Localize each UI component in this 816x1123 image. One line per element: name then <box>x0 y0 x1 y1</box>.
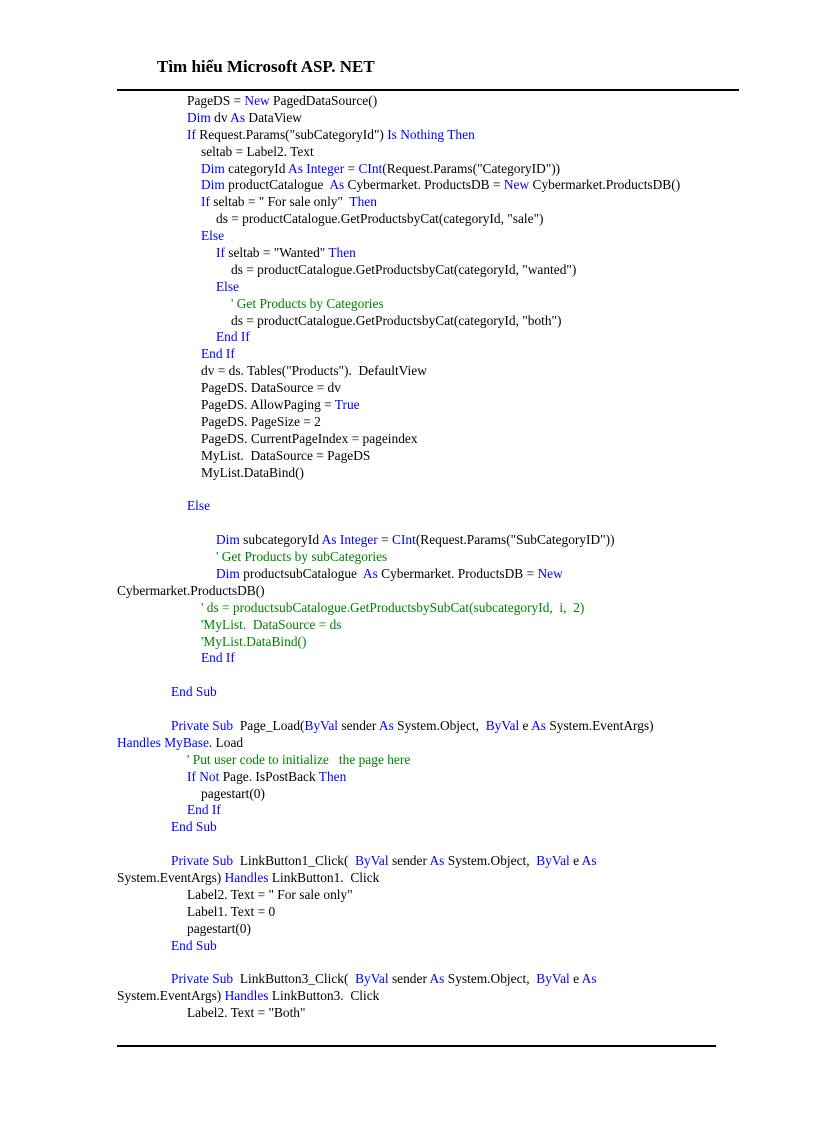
code-text: e <box>569 971 582 987</box>
code-text: System.EventArgs) <box>545 717 654 733</box>
code-line <box>0 752 816 769</box>
code-keyword: ByVal <box>485 717 520 733</box>
code-keyword: End If <box>216 329 250 345</box>
code-text: Page_Load( <box>233 717 305 733</box>
code-keyword: As Integer <box>288 160 345 176</box>
code-text: pagestart(0) <box>187 920 251 936</box>
code-text: Cybermarket.ProductsDB() <box>529 177 681 193</box>
code-keyword: Dim <box>187 109 211 125</box>
code-text: seltab = "Wanted" <box>224 245 329 261</box>
code-line <box>0 549 816 566</box>
code-keyword: New <box>503 177 530 193</box>
code-line <box>0 110 816 127</box>
code-text: Request.Params("subCategoryId") <box>195 126 388 142</box>
code-keyword: MyBase <box>164 734 209 750</box>
code-line <box>0 650 816 667</box>
code-comment: 'MyList.DataBind() <box>201 633 307 649</box>
code-line <box>0 904 816 921</box>
code-line <box>0 245 816 262</box>
code-text: PageDS. AllowPaging = <box>201 397 335 413</box>
code-keyword: Then <box>349 194 377 210</box>
code-line <box>0 211 816 228</box>
code-keyword: CInt <box>358 160 383 176</box>
code-keyword: If Not <box>187 768 220 784</box>
code-keyword: ByVal <box>304 717 339 733</box>
code-keyword: As <box>378 717 394 733</box>
code-text: productsubCatalogue <box>239 565 363 581</box>
code-text: System.EventArgs) <box>117 869 225 885</box>
code-line <box>0 819 816 836</box>
code-keyword: As <box>581 971 597 987</box>
code-text: System.EventArgs) <box>117 988 225 1004</box>
code-keyword: Dim <box>216 532 240 548</box>
code-line <box>0 701 816 718</box>
code-line <box>0 93 816 110</box>
code-text: LinkButton1. Click <box>268 869 380 885</box>
code-line <box>0 634 816 651</box>
code-comment: 'MyList. DataSource = ds <box>201 616 342 632</box>
code-line <box>0 954 816 971</box>
code-text: ds = productCatalogue.GetProductsbyCat(categoryId, "sale") <box>216 211 544 227</box>
code-line <box>0 532 816 549</box>
code-keyword: End Sub <box>171 937 217 953</box>
code-keyword: As <box>362 565 378 581</box>
code-keyword: Private Sub <box>171 971 234 987</box>
code-text: e <box>519 717 532 733</box>
code-comment: ' Put user code to initialize the page here <box>187 751 411 767</box>
code-line <box>0 971 816 988</box>
code-comment: ' Get Products by Categories <box>231 295 384 311</box>
code-keyword: Else <box>201 228 225 244</box>
code-line <box>0 262 816 279</box>
code-text: Page. IsPostBack <box>219 768 319 784</box>
code-text: ds = productCatalogue.GetProductsbyCat(categoryId, "both") <box>231 312 562 328</box>
code-keyword: Handles <box>224 869 269 885</box>
page-header-title: Tìm hiểu Microsoft ASP. NET <box>157 57 375 76</box>
code-keyword: If <box>201 194 210 210</box>
code-text: subcategoryId <box>239 532 322 548</box>
code-line <box>0 465 816 482</box>
code-keyword: Handles <box>224 988 269 1004</box>
code-line <box>0 887 816 904</box>
code-line <box>0 988 816 1005</box>
code-line <box>0 313 816 330</box>
footer-divider <box>117 1045 716 1047</box>
code-line <box>0 161 816 178</box>
code-text: LinkButton3. Click <box>268 988 380 1004</box>
code-line <box>0 380 816 397</box>
code-line <box>0 786 816 803</box>
code-keyword: Then <box>318 768 347 784</box>
code-line <box>0 735 816 752</box>
code-keyword: CInt <box>392 532 416 548</box>
code-line <box>0 617 816 634</box>
code-text: System.Object, <box>444 971 537 987</box>
code-text: DataView <box>245 109 302 125</box>
code-keyword: As <box>429 853 445 869</box>
code-keyword: True <box>334 397 360 413</box>
code-keyword: New <box>244 93 270 108</box>
code-text: dv <box>210 109 231 125</box>
code-line <box>0 718 816 735</box>
code-keyword: End If <box>201 650 235 666</box>
code-line <box>0 431 816 448</box>
code-text: seltab = Label2. Text <box>201 143 314 159</box>
code-line <box>0 583 816 600</box>
code-keyword: End If <box>187 802 221 818</box>
code-line <box>0 566 816 583</box>
code-text: Label2. Text = "Both" <box>187 1005 306 1021</box>
code-line <box>0 667 816 684</box>
code-keyword: End If <box>201 346 235 362</box>
code-text: Label2. Text = " For sale only" <box>187 886 353 902</box>
code-line <box>0 144 816 161</box>
code-keyword: As <box>581 853 597 869</box>
code-keyword: Else <box>187 498 211 514</box>
code-text: MyList. DataSource = PageDS <box>201 447 371 463</box>
code-keyword: Then <box>447 126 475 142</box>
code-comment: ' ds = productsubCatalogue.GetProductsbySubCat(subcategoryId, i, 2) <box>201 599 585 615</box>
code-text: PageDS. PageSize = 2 <box>201 413 321 429</box>
code-keyword: If <box>187 126 196 142</box>
code-keyword: Dim <box>216 565 240 581</box>
code-text: System.Object, <box>444 853 537 869</box>
code-line <box>0 228 816 245</box>
code-keyword: ByVal <box>536 853 570 869</box>
code-text: Label1. Text = 0 <box>187 903 276 919</box>
code-line <box>0 515 816 532</box>
code-text: Cybermarket.ProductsDB() <box>117 582 265 598</box>
code-line <box>0 938 816 955</box>
code-keyword: ByVal <box>355 853 389 869</box>
code-line <box>0 194 816 211</box>
code-keyword: If <box>216 245 225 261</box>
code-text: pagestart(0) <box>201 785 265 801</box>
code-keyword: ByVal <box>355 971 389 987</box>
code-text: e <box>569 853 582 869</box>
code-text: System.Object, <box>393 717 486 733</box>
code-text: . Load <box>208 734 244 750</box>
code-line <box>0 448 816 465</box>
code-line <box>0 481 816 498</box>
code-line <box>0 769 816 786</box>
code-line <box>0 414 816 431</box>
code-line <box>0 870 816 887</box>
code-text: sender <box>338 717 379 733</box>
code-line <box>0 921 816 938</box>
code-keyword: End Sub <box>171 819 217 835</box>
code-keyword: Handles <box>117 734 161 750</box>
code-text: dv = ds. Tables("Products"). DefaultView <box>201 363 427 379</box>
code-line <box>0 684 816 701</box>
code-text: LinkButton3_Click( <box>233 971 356 987</box>
code-keyword: Dim <box>201 160 225 176</box>
code-line <box>0 279 816 296</box>
code-line <box>0 600 816 617</box>
code-keyword: Is Nothing <box>387 126 445 142</box>
code-line <box>0 836 816 853</box>
header-divider <box>117 89 739 91</box>
code-line <box>0 853 816 870</box>
code-text: (Request.Params("CategoryID")) <box>382 160 561 176</box>
code-keyword: New <box>537 565 563 581</box>
code-text: Cybermarket. ProductsDB = <box>377 565 538 581</box>
code-text: PageDS. DataSource = dv <box>201 380 341 396</box>
code-keyword: Then <box>328 245 356 261</box>
code-listing <box>0 93 816 1022</box>
code-text: PageDS. CurrentPageIndex = pageindex <box>201 430 418 446</box>
code-text: sender <box>388 971 430 987</box>
code-keyword: As Integer <box>321 532 378 548</box>
code-text: ds = productCatalogue.GetProductsbyCat(categoryId, "wanted") <box>231 261 577 277</box>
code-text: sender <box>388 853 430 869</box>
code-keyword: As <box>429 971 445 987</box>
code-keyword: As <box>329 177 345 193</box>
code-keyword: As <box>230 109 246 125</box>
code-text: = <box>344 160 359 176</box>
code-text: seltab = " For sale only" <box>209 194 350 210</box>
code-line <box>0 296 816 313</box>
code-keyword: Dim <box>201 177 225 193</box>
code-text: PageDS = <box>187 93 245 108</box>
code-line <box>0 802 816 819</box>
code-line <box>0 363 816 380</box>
code-keyword: Private Sub <box>171 717 234 733</box>
code-line <box>0 127 816 144</box>
code-line <box>0 397 816 414</box>
code-keyword: ByVal <box>536 971 570 987</box>
code-text: productCatalogue <box>224 177 330 193</box>
code-line <box>0 1005 816 1022</box>
code-line <box>0 346 816 363</box>
code-keyword: Else <box>216 278 240 294</box>
code-keyword: Private Sub <box>171 853 234 869</box>
code-line <box>0 329 816 346</box>
code-text: categoryId <box>224 160 289 176</box>
code-line <box>0 177 816 194</box>
code-line <box>0 498 816 515</box>
code-text: MyList.DataBind() <box>201 464 305 480</box>
code-text: (Request.Params("SubCategoryID")) <box>415 532 615 548</box>
code-comment: ' Get Products by subCategories <box>216 549 388 565</box>
code-text: LinkButton1_Click( <box>233 853 356 869</box>
code-keyword: As <box>531 717 546 733</box>
code-text: PagedDataSource() <box>269 93 378 108</box>
code-keyword: End Sub <box>171 684 217 700</box>
code-text: Cybermarket. ProductsDB = <box>344 177 504 193</box>
code-text: = <box>377 532 393 548</box>
